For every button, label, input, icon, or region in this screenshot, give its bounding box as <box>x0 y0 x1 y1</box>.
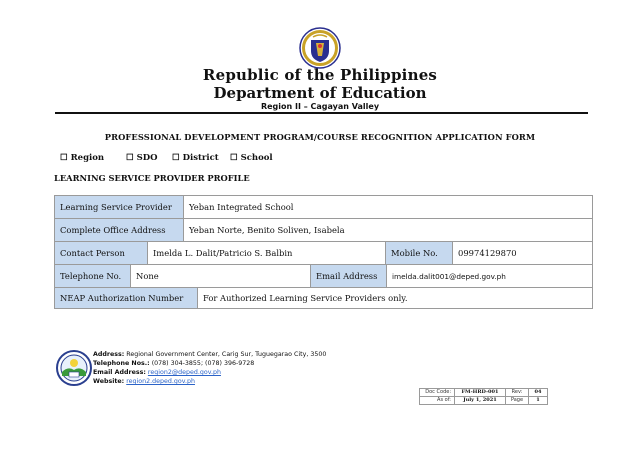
doc-code-label: Doc Code: <box>420 389 455 397</box>
address-label: Complete Office Address <box>55 219 184 241</box>
deped-seal-icon <box>299 27 341 69</box>
checkbox-district-label: District <box>182 153 219 163</box>
provider-field[interactable]: Yeban Integrated School <box>184 196 592 218</box>
section-title: LEARNING SERVICE PROVIDER PROFILE <box>54 173 250 183</box>
telephone-field[interactable]: None <box>131 265 311 287</box>
provider-profile-table <box>54 195 593 309</box>
mobile-label: Mobile No. <box>386 242 453 264</box>
table-row <box>55 288 592 308</box>
as-of-label: As of: <box>420 397 455 405</box>
footer-contact <box>93 350 326 386</box>
address-field[interactable]: Yeban Norte, Benito Soliven, Isabela <box>184 219 592 241</box>
table-row <box>55 219 592 242</box>
region2-logo-icon <box>56 350 92 386</box>
footer-email-label: Email Address: <box>93 369 146 376</box>
table-row <box>55 242 592 265</box>
footer-email-link[interactable]: region2@deped.gov.ph <box>147 369 221 376</box>
doc-code-value: FM-HRD-001 <box>455 389 506 397</box>
as-of-value: July 1, 2021 <box>455 397 506 405</box>
provider-label: Learning Service Provider <box>55 196 184 218</box>
rev-label: Rev: <box>506 389 529 397</box>
footer-website-label: Website: <box>93 378 125 385</box>
checkbox-school[interactable] <box>230 153 273 163</box>
checkbox-district[interactable] <box>172 153 219 163</box>
footer-telephone: (078) 304-3855; (078) 396-9728 <box>149 360 255 367</box>
table-row <box>55 196 592 219</box>
page-value: 1 <box>529 397 548 405</box>
checkbox-icon[interactable]: ☐ <box>126 153 134 163</box>
footer-telephone-label: Telephone Nos.: <box>93 360 150 367</box>
header-region: Region II – Cagayan Valley <box>260 102 380 111</box>
header-divider <box>55 112 588 114</box>
contact-field[interactable]: Imelda L. Dalit/Patricio S. Balbin <box>148 242 386 264</box>
checkbox-region-label: Region <box>70 153 105 163</box>
checkbox-icon[interactable]: ☐ <box>172 153 180 163</box>
form-title: PROFESSIONAL DEVELOPMENT PROGRAM/COURSE RECOGNITION APPLICATION FORM <box>104 132 536 142</box>
neap-label: NEAP Authorization Number <box>55 288 198 308</box>
telephone-label: Telephone No. <box>55 265 131 287</box>
header-department: Department of Education <box>213 84 427 102</box>
checkbox-sdo-label: SDO <box>136 153 158 163</box>
email-field[interactable]: imelda.dalit001@deped.gov.ph <box>387 265 592 287</box>
neap-field[interactable]: For Authorized Learning Service Providers only. <box>198 288 592 308</box>
rev-value: 04 <box>529 389 548 397</box>
checkbox-region[interactable] <box>60 153 104 163</box>
footer-website-link[interactable]: region2.deped.gov.ph <box>126 378 195 385</box>
footer-address-label: Address: <box>93 351 125 358</box>
table-row <box>55 265 592 288</box>
header-republic: Republic of the Philippines <box>202 66 438 84</box>
document-control-table <box>419 388 548 405</box>
checkbox-sdo[interactable] <box>126 153 158 163</box>
checkbox-icon[interactable]: ☐ <box>230 153 238 163</box>
checkbox-icon[interactable]: ☐ <box>60 153 68 163</box>
mobile-field[interactable]: 09974129870 <box>453 242 592 264</box>
footer-address: Regional Government Center, Carig Sur, Tuguegarao City, 3500 <box>124 351 327 358</box>
checkbox-school-label: School <box>240 153 273 163</box>
contact-label: Contact Person <box>55 242 148 264</box>
email-label: Email Address <box>311 265 387 287</box>
page-label: Page <box>506 397 529 405</box>
